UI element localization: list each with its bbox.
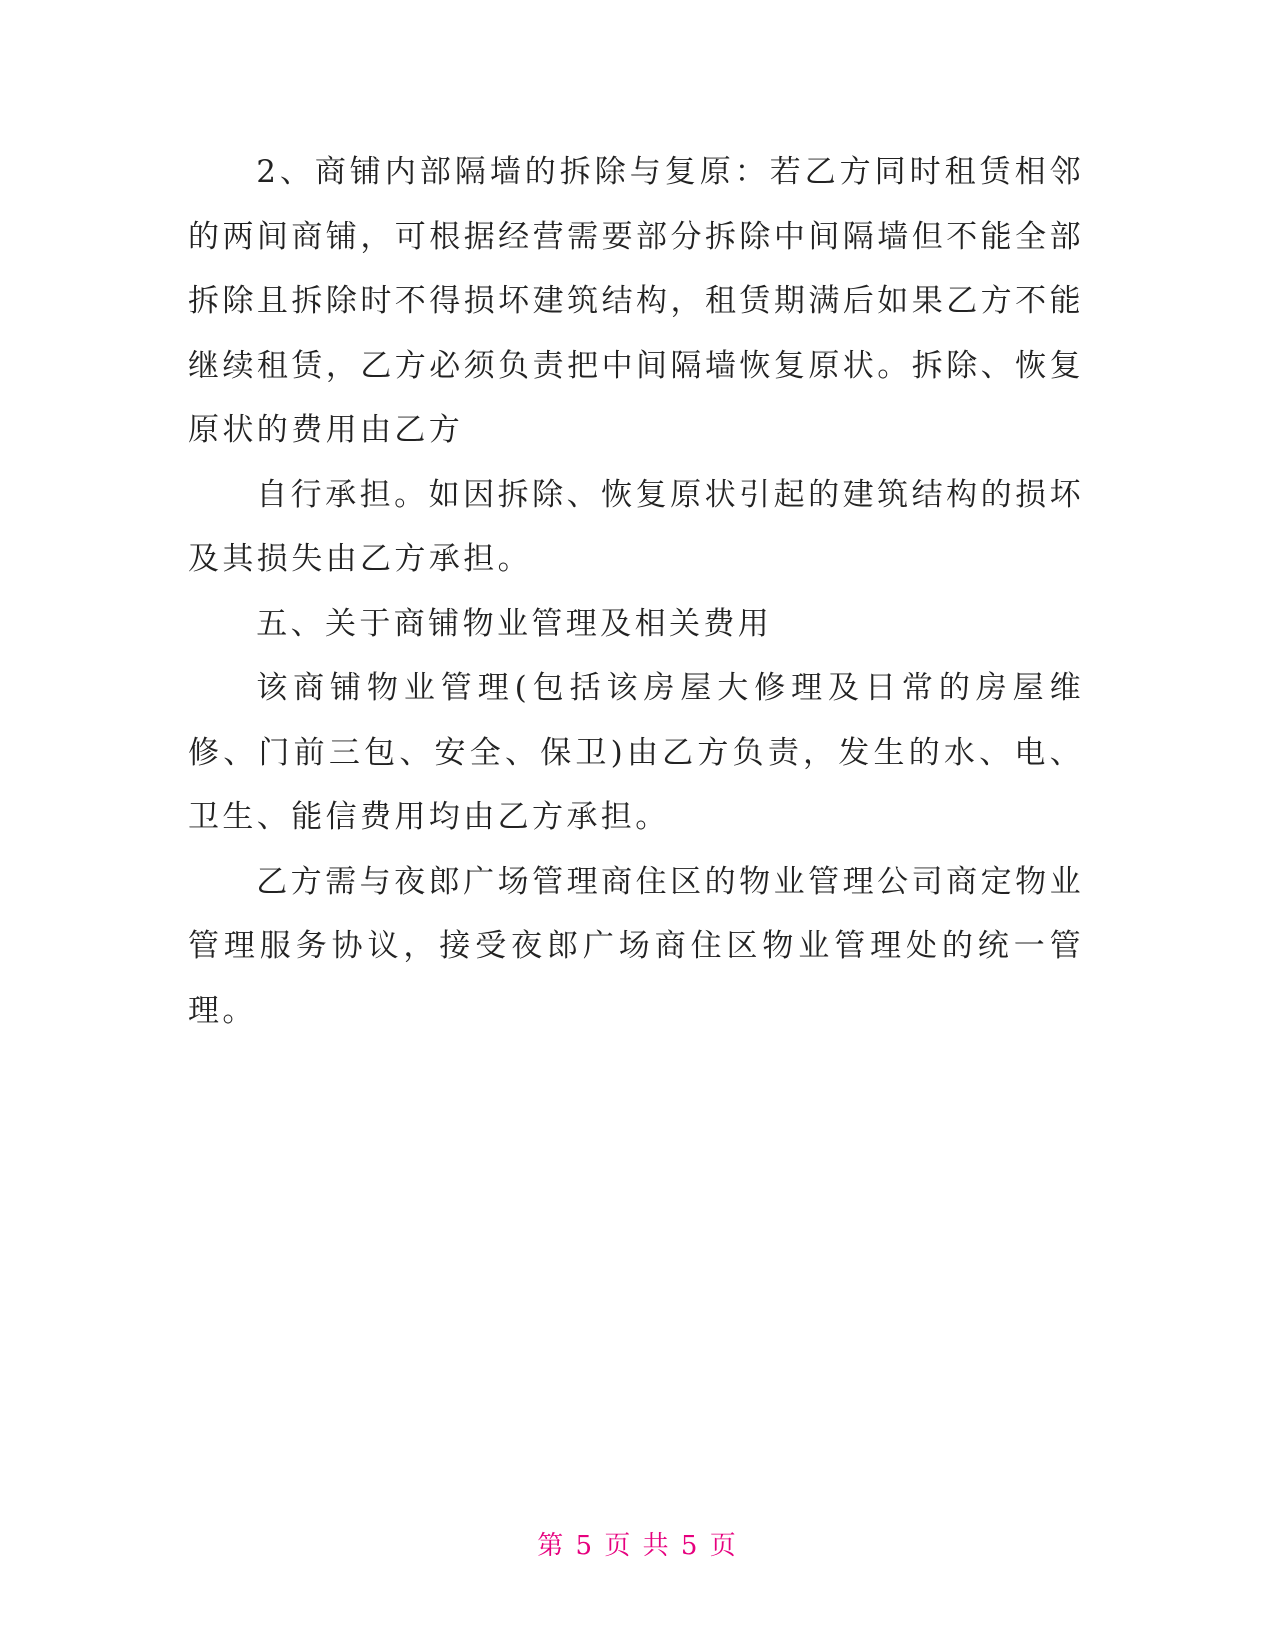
paragraph-wall-removal: 2、商铺内部隔墙的拆除与复原：若乙方同时租赁相邻的两间商铺，可根据经营需要部分拆除中间隔墙但不能全部拆除且拆除时不得损坏建筑结构，租赁期满后如果乙方不能继续租赁，乙方必须负责把中间隔墙恢复原状。拆除、恢复原状的费用由乙方 (188, 154, 1084, 448)
paragraph-management-agreement: 乙方需与夜郎广场管理商住区的物业管理公司商定物业管理服务协议，接受夜郎广场商住区物业管理处的统一管理。 (188, 863, 1084, 1029)
paragraph-property-management: 该商铺物业管理(包括该房屋大修理及日常的房屋维修、门前三包、安全、保卫)由乙方负责，发生的水、电、卫生、能信费用均由乙方承担。 (188, 670, 1084, 835)
document-body (188, 140, 1084, 1043)
page-number-label: 第 5 页 共 5 页 (537, 1531, 738, 1561)
page-footer (0, 1525, 1275, 1562)
section-heading-property-management: 五、关于商铺物业管理及相关费用 (256, 605, 773, 642)
paragraph-cost-bearing: 自行承担。如因拆除、恢复原状引起的建筑结构的损坏及其损失由乙方承担。 (188, 476, 1084, 577)
